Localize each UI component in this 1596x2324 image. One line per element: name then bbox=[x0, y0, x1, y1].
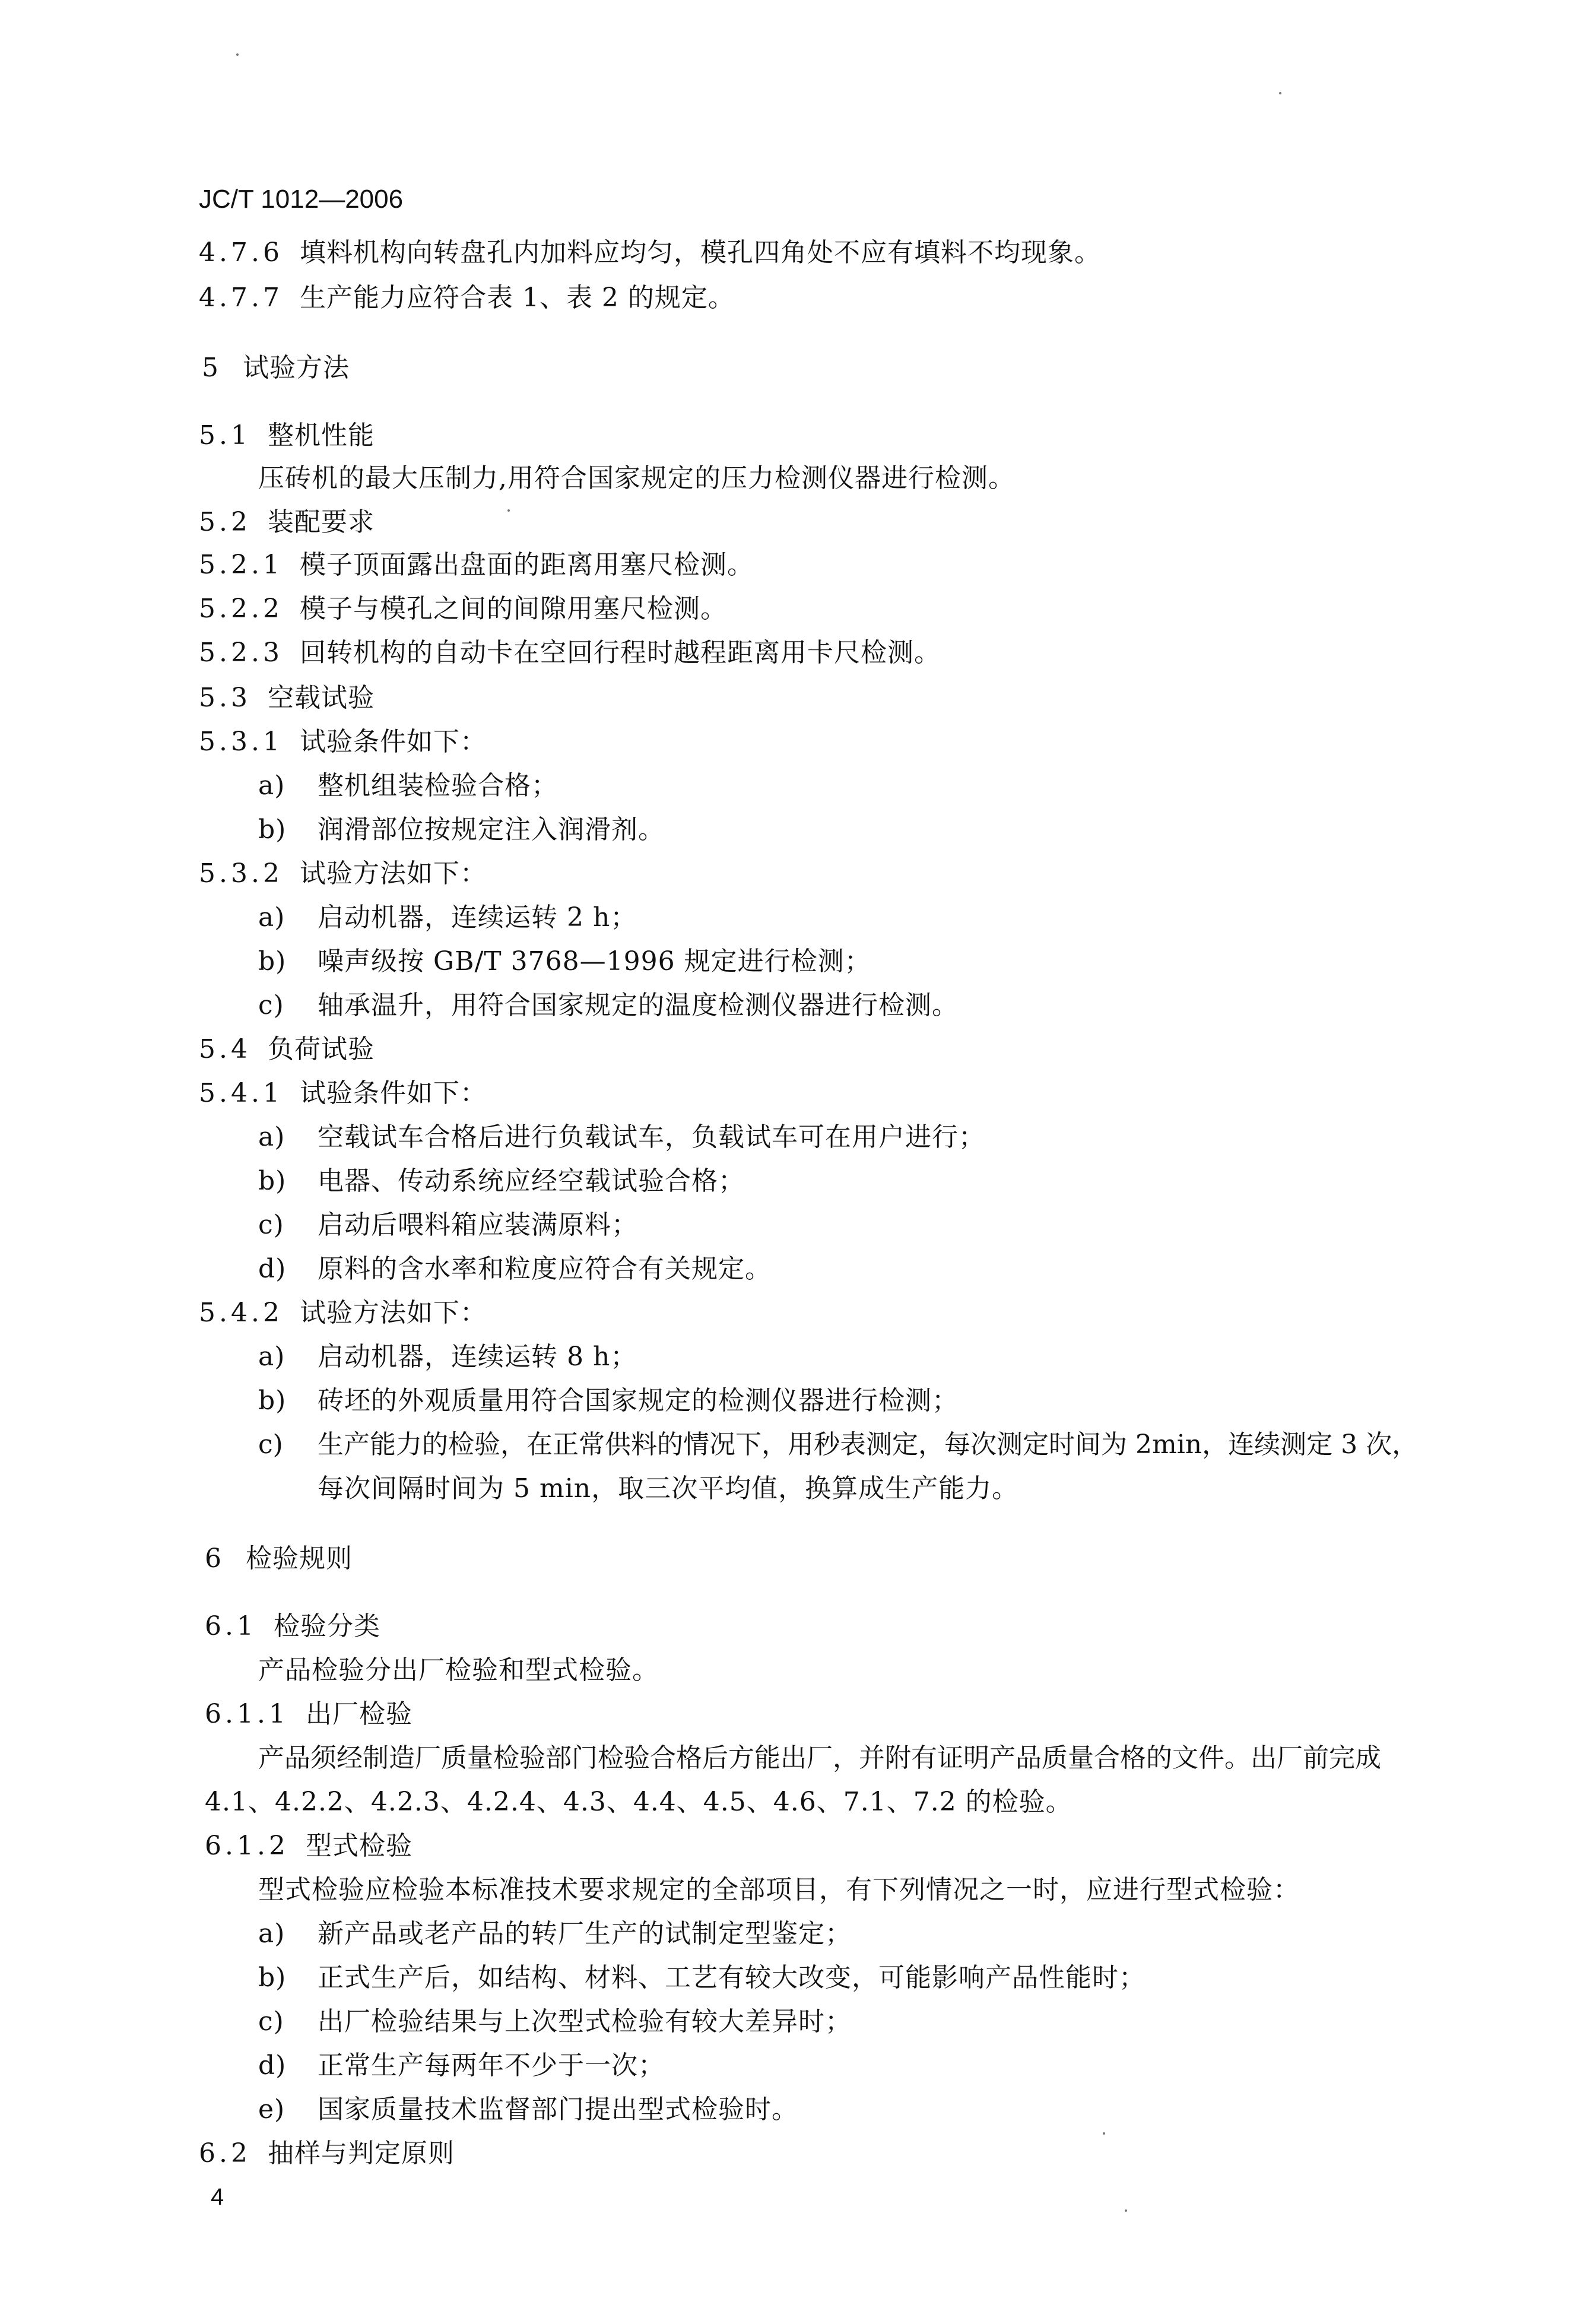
list-marker: a) bbox=[258, 1919, 285, 1949]
list-item-text: 电器、传动系统应经空载试验合格； bbox=[318, 1166, 745, 1196]
paragraph bbox=[258, 1872, 1300, 1908]
list-marker: b) bbox=[258, 946, 287, 976]
list-item bbox=[258, 768, 558, 804]
clause-5-3 bbox=[199, 680, 375, 716]
list-item-text: 启动机器，连续运转 2 h； bbox=[318, 902, 637, 933]
list-item-text: 砖坯的外观质量用符合国家规定的检测仪器进行检测； bbox=[318, 1385, 959, 1416]
clause-6-1-2 bbox=[205, 1828, 413, 1864]
clause-text: 试验方法如下： bbox=[299, 1298, 487, 1328]
list-marker: c) bbox=[258, 2006, 284, 2037]
clause-5-2-1 bbox=[199, 547, 754, 583]
list-item bbox=[258, 1339, 637, 1375]
scan-speck bbox=[236, 53, 239, 56]
list-item bbox=[258, 1207, 638, 1243]
list-item bbox=[258, 1383, 959, 1419]
paragraph-text: 型式检验应检验本标准技术要求规定的全部项目，有下列情况之一时，应进行型式检验： bbox=[258, 1875, 1300, 1905]
clause-5-4 bbox=[199, 1032, 375, 1067]
clause-5-3-2 bbox=[199, 856, 487, 892]
clause-text: 试验方法如下： bbox=[299, 858, 487, 889]
clause-title: 型式检验 bbox=[305, 1831, 413, 1861]
clause-number: 5.4.2 bbox=[199, 1298, 283, 1328]
clause-number: 5.2.3 bbox=[199, 638, 283, 668]
clause-text: 生产能力应符合表 1、表 2 的规定。 bbox=[299, 283, 735, 313]
clause-6-1 bbox=[205, 1609, 380, 1644]
list-item-text: 出厂检验结果与上次型式检验有较大差异时； bbox=[318, 2006, 852, 2037]
clause-text: 模子顶面露出盘面的距离用塞尺检测。 bbox=[299, 550, 754, 580]
list-marker: a) bbox=[258, 771, 285, 801]
list-item-text: 噪声级按 GB/T 3768—1996 规定进行检测； bbox=[318, 946, 871, 976]
clause-number: 5.3 bbox=[199, 683, 251, 713]
list-item bbox=[258, 1960, 1146, 1996]
list-item-text: 生产能力的检验，在正常供料的情况下，用秒表测定，每次测定时间为 2min，连续测定 3 次， bbox=[318, 1429, 1419, 1460]
list-item bbox=[258, 1427, 1418, 1463]
paragraph bbox=[258, 461, 1015, 496]
section-6-heading bbox=[205, 1541, 353, 1577]
clause-5-4-2 bbox=[199, 1295, 487, 1331]
clause-text: 模子与模孔之间的间隙用塞尺检测。 bbox=[299, 594, 727, 624]
clause-title: 负荷试验 bbox=[267, 1034, 375, 1064]
list-marker: a) bbox=[258, 1122, 285, 1152]
clause-text: 填料机构向转盘孔内加料应均匀，模孔四角处不应有填料不均现象。 bbox=[299, 237, 1101, 268]
clause-number: 5.3.1 bbox=[199, 727, 283, 757]
list-item-text: 正常生产每两年不少于一次； bbox=[318, 2050, 665, 2081]
paragraph-text: 压砖机的最大压制力,用符合国家规定的压力检测仪器进行检测。 bbox=[258, 463, 1015, 493]
paragraph-text: 产品检验分出厂检验和型式检验。 bbox=[258, 1655, 659, 1685]
list-item-text: 轴承温升，用符合国家规定的温度检测仪器进行检测。 bbox=[318, 990, 959, 1020]
list-item-text: 新产品或老产品的转厂生产的试制定型鉴定； bbox=[318, 1919, 852, 1949]
list-marker: a) bbox=[258, 1342, 285, 1372]
list-item bbox=[258, 1916, 852, 1952]
clause-number: 5.4.1 bbox=[199, 1078, 283, 1108]
standard-code-header: JC/T 1012—2006 bbox=[199, 185, 404, 214]
clause-6-2 bbox=[199, 2136, 455, 2171]
clause-number: 4.7.6 bbox=[199, 237, 283, 268]
clause-title: 出厂检验 bbox=[305, 1699, 413, 1729]
list-item-continuation bbox=[318, 1471, 1018, 1507]
list-item-text: 空载试车合格后进行负载试车，负载试车可在用户进行； bbox=[318, 1122, 985, 1152]
clause-5-4-1 bbox=[199, 1076, 487, 1111]
list-marker: e) bbox=[258, 2094, 285, 2125]
scan-speck bbox=[1103, 2132, 1105, 2135]
paragraph bbox=[258, 1653, 659, 1688]
clause-title: 整机性能 bbox=[267, 420, 375, 451]
clause-number: 6.1.1 bbox=[205, 1699, 289, 1729]
clause-number: 6.1.2 bbox=[205, 1831, 289, 1861]
list-item bbox=[258, 988, 959, 1023]
section-number: 6 bbox=[205, 1543, 222, 1574]
list-item-text: 国家质量技术监督部门提出型式检验时。 bbox=[318, 2094, 798, 2125]
page-number: 4 bbox=[211, 2184, 224, 2210]
list-item-text: 启动后喂料箱应装满原料； bbox=[318, 1210, 638, 1240]
clause-number: 6.1 bbox=[205, 1611, 257, 1641]
list-item-text: 正式生产后，如结构、材料、工艺有较大改变，可能影响产品性能时； bbox=[318, 1962, 1146, 1993]
clause-5-2-3 bbox=[199, 635, 941, 671]
clause-number: 5.4 bbox=[199, 1034, 251, 1064]
clause-title: 抽样与判定原则 bbox=[267, 2138, 455, 2168]
list-marker: b) bbox=[258, 1166, 287, 1196]
clause-number: 4.7.7 bbox=[199, 283, 283, 313]
clause-number: 5.3.2 bbox=[199, 858, 283, 889]
clause-5-2-2 bbox=[199, 591, 727, 627]
clause-5-2 bbox=[199, 505, 375, 540]
paragraph-text: 4.1、4.2.2、4.2.3、4.2.4、4.3、4.4、4.5、4.6、7.1、7.2 的检验。 bbox=[205, 1787, 1073, 1817]
list-item-text: 原料的含水率和粒度应符合有关规定。 bbox=[318, 1254, 772, 1284]
list-marker: a) bbox=[258, 902, 285, 933]
list-item bbox=[258, 2092, 798, 2128]
list-marker: c) bbox=[258, 1210, 284, 1240]
list-item bbox=[258, 2048, 665, 2084]
clause-number: 5.1 bbox=[199, 420, 251, 451]
list-item bbox=[258, 1251, 772, 1287]
clause-5-3-1 bbox=[199, 724, 487, 760]
scan-speck bbox=[1125, 2209, 1127, 2212]
list-item bbox=[258, 2004, 852, 2040]
scan-speck bbox=[1279, 92, 1281, 94]
clause-5-1 bbox=[199, 418, 375, 454]
scan-speck bbox=[507, 509, 510, 512]
clause-title: 检验分类 bbox=[273, 1611, 380, 1641]
clause-title: 空载试验 bbox=[267, 683, 375, 713]
section-number: 5 bbox=[202, 353, 219, 383]
section-5-heading bbox=[202, 350, 350, 386]
clause-4-7-7 bbox=[199, 280, 735, 316]
clause-number: 6.2 bbox=[199, 2138, 251, 2168]
section-title: 试验方法 bbox=[243, 353, 350, 383]
clause-number: 5.2.1 bbox=[199, 550, 283, 580]
paragraph bbox=[258, 1740, 1381, 1776]
clause-text: 试验条件如下： bbox=[299, 727, 487, 757]
list-marker: b) bbox=[258, 814, 287, 845]
list-marker: b) bbox=[258, 1962, 287, 1993]
list-item-text: 润滑部位按规定注入润滑剂。 bbox=[318, 814, 665, 845]
paragraph-continuation bbox=[205, 1784, 1073, 1820]
list-item-text: 启动机器，连续运转 8 h； bbox=[318, 1342, 637, 1372]
clause-number: 5.2 bbox=[199, 507, 251, 537]
clause-4-7-6 bbox=[199, 235, 1101, 271]
list-marker: d) bbox=[258, 2050, 287, 2081]
list-item bbox=[258, 900, 637, 936]
list-marker: c) bbox=[258, 990, 284, 1020]
paragraph-text: 产品须经制造厂质量检验部门检验合格后方能出厂，并附有证明产品质量合格的文件。出厂前完成 bbox=[258, 1743, 1381, 1773]
list-item bbox=[258, 1120, 985, 1155]
clause-text: 回转机构的自动卡在空回行程时越程距离用卡尺检测。 bbox=[299, 638, 941, 668]
section-title: 检验规则 bbox=[246, 1543, 353, 1574]
clause-number: 5.2.2 bbox=[199, 594, 283, 624]
clause-title: 装配要求 bbox=[267, 507, 375, 537]
list-item bbox=[258, 944, 871, 979]
list-marker: c) bbox=[258, 1429, 283, 1460]
list-item-text: 整机组装检验合格； bbox=[318, 771, 558, 801]
clause-6-1-1 bbox=[205, 1697, 413, 1732]
list-item bbox=[258, 812, 665, 848]
list-marker: d) bbox=[258, 1254, 287, 1284]
clause-text: 试验条件如下： bbox=[299, 1078, 487, 1108]
list-item-text: 每次间隔时间为 5 min，取三次平均值，换算成生产能力。 bbox=[318, 1473, 1019, 1504]
list-marker: b) bbox=[258, 1385, 287, 1416]
list-item bbox=[258, 1163, 745, 1199]
